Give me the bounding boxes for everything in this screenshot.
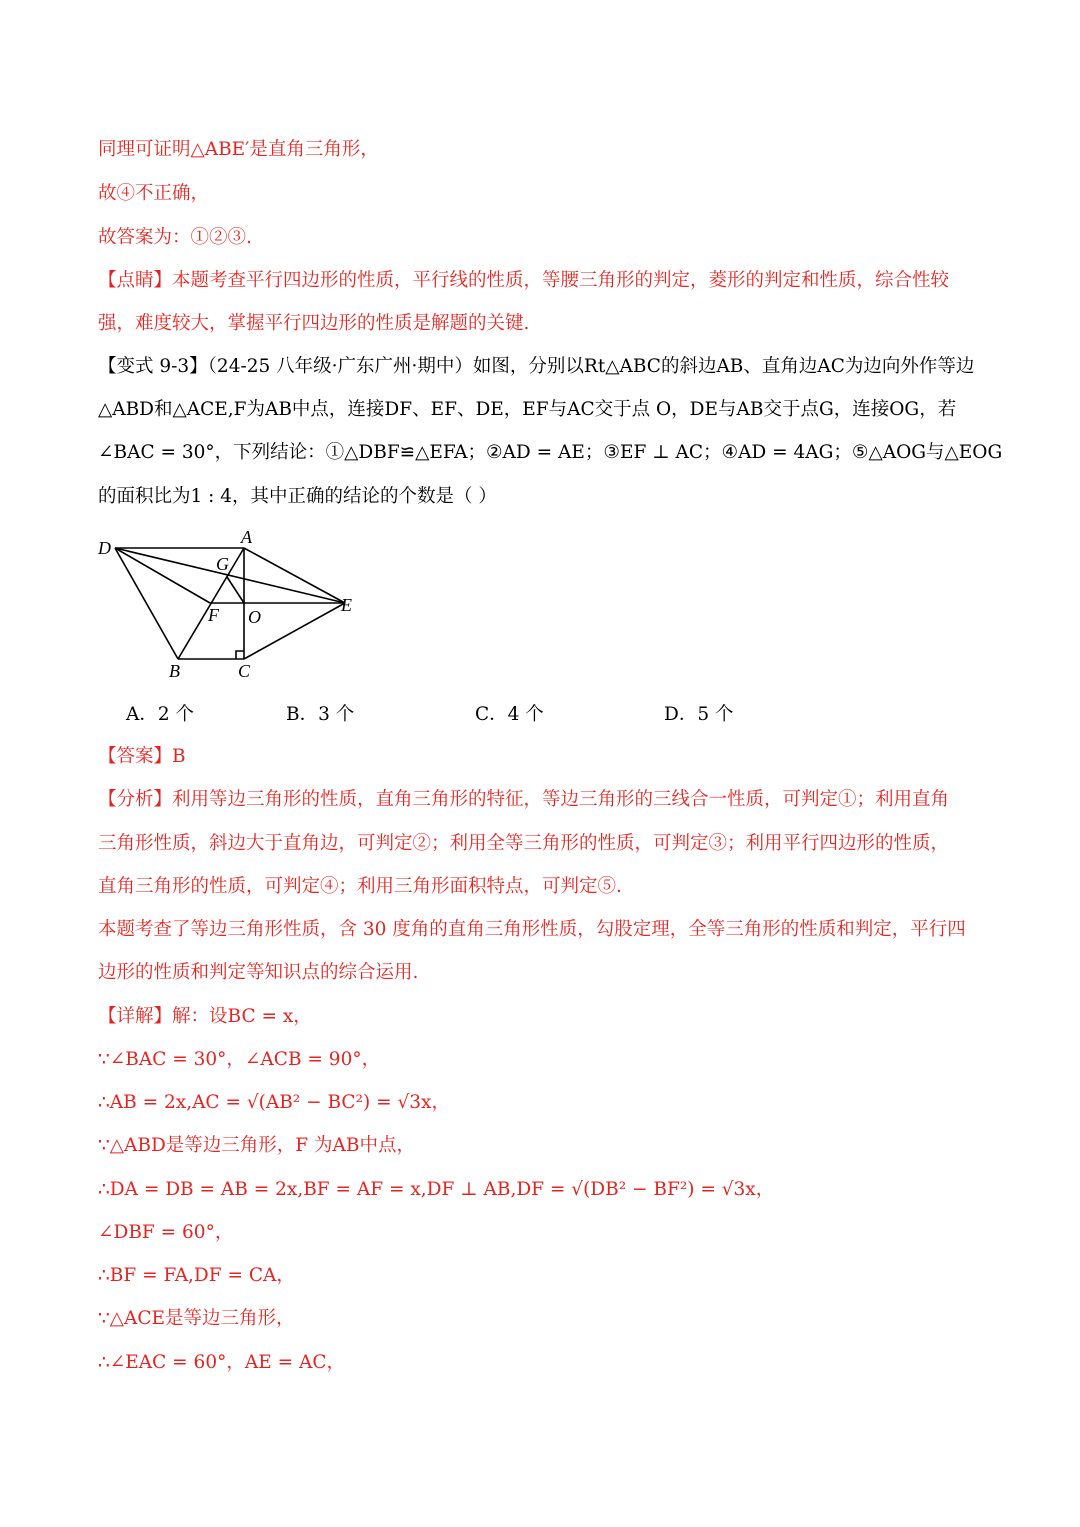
analysis-line: 三角形性质，斜边大于直角边，可判定②；利用全等三角形的性质，可判定③；利用平行四边形的性质，: [98, 833, 950, 854]
solution-line: 故④不正确，: [98, 183, 210, 204]
detail-line: 【详解】解：设BC = x，: [98, 1006, 312, 1027]
label-C: C: [238, 661, 251, 681]
segment-DE: [115, 548, 345, 603]
label-O: O: [248, 607, 261, 627]
detail-line: ∴∠EAC = 60°，AE = AC，: [98, 1352, 345, 1373]
segment-DF: [115, 548, 210, 603]
detail-line: ∴DA = DB = AB = 2x,BF = AF = x,DF ⊥ AB,DF = √(DB² − BF²) = √3x，: [98, 1179, 775, 1200]
segment-DB: [115, 548, 178, 659]
answer-line: 【答案】B: [98, 746, 186, 767]
question-line: △ABD和△ACE,F为AB中点，连接DF、EF、DE，EF与AC交于点 O，DE与AB交于点G，连接OG，若: [98, 399, 957, 420]
geometry-figure: [90, 525, 370, 685]
analysis-line: 【分析】利用等边三角形的性质，直角三角形的特征，等边三角形的三线合一性质，可判定①；利用直角: [98, 789, 950, 810]
option-d: D．5 个: [664, 704, 734, 725]
segment-AE: [244, 548, 345, 603]
analysis-line: 边形的性质和判定等知识点的综合运用.: [98, 962, 419, 983]
solution-line: 故答案为：①②③.: [98, 227, 252, 248]
analysis-line: 本题考查了等边三角形性质，含 30 度角的直角三角形性质，勾股定理，全等三角形的性质和判定，平行四: [98, 919, 966, 940]
detail-line: ∠DBF = 60°，: [98, 1222, 234, 1243]
label-F: F: [208, 605, 219, 625]
label-E: E: [341, 595, 352, 615]
label-D: D: [98, 538, 111, 558]
option-c: C．4 个: [475, 704, 544, 725]
option-a: A．2 个: [126, 704, 195, 725]
right-angle-mark: [236, 651, 244, 659]
question-line: 【变式 9-3】（24-25 八年级·广东广州·期中）如图，分别以Rt△ABC的斜边AB、直角边AC为边向外作等边: [98, 356, 975, 377]
figure-lines: [115, 548, 345, 659]
solution-line: 同理可证明△ABE′是直角三角形，: [98, 139, 379, 160]
detail-line: ∵△ABD是等边三角形，F 为AB中点，: [98, 1135, 415, 1156]
detail-line: ∵∠BAC = 30°，∠ACB = 90°，: [98, 1049, 381, 1070]
note-line: 强，难度较大，掌握平行四边形的性质是解题的关键.: [98, 313, 530, 334]
label-A: A: [241, 527, 252, 547]
analysis-line: 直角三角形的性质，可判定④；利用三角形面积特点，可判定⑤.: [98, 876, 622, 897]
question-line: 的面积比为1 : 4，其中正确的结论的个数是（ ）: [98, 486, 497, 507]
label-B: B: [169, 661, 180, 681]
option-b: B．3 个: [286, 704, 355, 725]
segment-GO: [227, 577, 244, 603]
detail-line: ∵△ACE是等边三角形，: [98, 1308, 295, 1329]
question-line: ∠BAC = 30°，下列结论：①△DBF≌△EFA；②AD = AE；③EF ⊥ AC；④AD = 4AG；⑤△AOG与△EOG: [98, 442, 1003, 463]
note-line: 【点睛】本题考查平行四边形的性质，平行线的性质，等腰三角形的判定，菱形的判定和性质，综合性较: [98, 270, 950, 291]
label-G: G: [216, 554, 229, 574]
detail-line: ∴BF = FA,DF = CA，: [98, 1265, 295, 1286]
detail-line: ∴AB = 2x,AC = √(AB² − BC²) = √3x，: [98, 1092, 450, 1113]
